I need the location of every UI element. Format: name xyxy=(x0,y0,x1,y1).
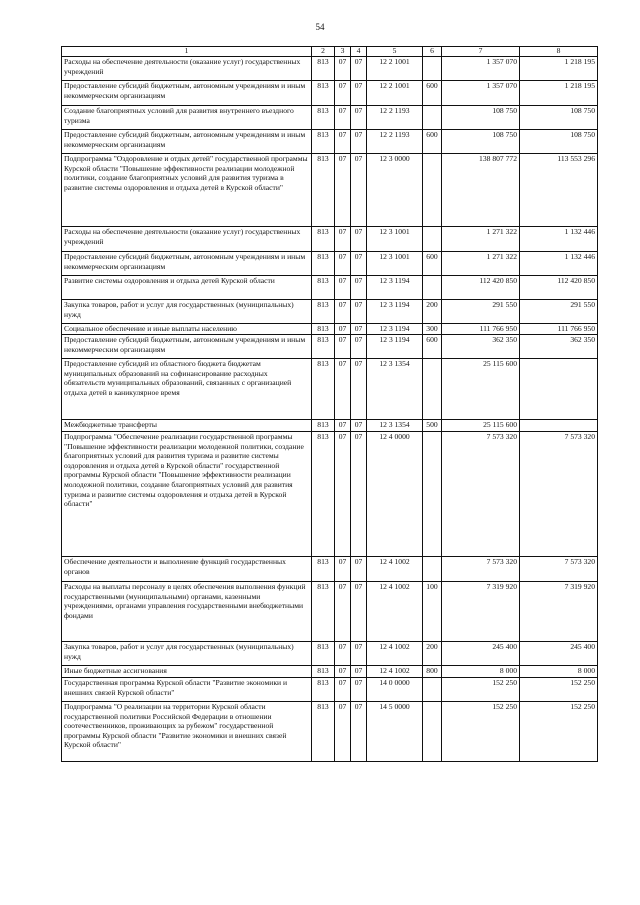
row-amount-2: 1 132 446 xyxy=(520,227,598,252)
row-description: Предоставление субсидий из областного бюджета бюджетам муниципальных образований на софинансирование расходных обязательств муниципальных образований, связанных с организацией отдыха детей в каникулярное время xyxy=(62,359,312,420)
row-target-article: 12 2 1193 xyxy=(367,130,423,154)
row-target-article: 12 3 1194 xyxy=(367,276,423,300)
row-target-article: 12 4 1002 xyxy=(367,666,423,678)
table-row xyxy=(62,324,598,335)
row-amount-2: 291 550 xyxy=(520,300,598,324)
row-expense-type: 600 xyxy=(423,81,442,106)
row-ministry-code: 813 xyxy=(312,106,335,130)
row-expense-type xyxy=(423,359,442,420)
row-ministry-code: 813 xyxy=(312,582,335,642)
row-amount-1: 291 550 xyxy=(442,300,520,324)
row-description: Предоставление субсидий бюджетным, автономным учреждениям и иным некоммерческим организациям xyxy=(62,130,312,154)
row-subsection-code: 07 xyxy=(351,678,367,702)
row-amount-2: 1 218 195 xyxy=(520,81,598,106)
table-row xyxy=(62,57,598,81)
row-description: Предоставление субсидий бюджетным, автономным учреждениям и иным некоммерческим организациям xyxy=(62,81,312,106)
row-section-code: 07 xyxy=(335,154,351,227)
column-header: 5 xyxy=(367,47,423,57)
column-header: 3 xyxy=(335,47,351,57)
row-amount-1: 25 115 600 xyxy=(442,359,520,420)
budget-table xyxy=(61,46,598,762)
row-section-code: 07 xyxy=(335,642,351,666)
table-header-row xyxy=(62,47,598,57)
column-header: 6 xyxy=(423,47,442,57)
table-row xyxy=(62,130,598,154)
row-section-code: 07 xyxy=(335,335,351,359)
row-amount-2: 7 573 320 xyxy=(520,432,598,557)
row-amount-1: 108 750 xyxy=(442,106,520,130)
row-target-article: 12 4 1002 xyxy=(367,642,423,666)
row-amount-2 xyxy=(520,359,598,420)
row-amount-1: 138 807 772 xyxy=(442,154,520,227)
row-target-article: 12 4 1002 xyxy=(367,582,423,642)
row-section-code: 07 xyxy=(335,666,351,678)
row-ministry-code: 813 xyxy=(312,81,335,106)
row-section-code: 07 xyxy=(335,252,351,276)
row-expense-type xyxy=(423,678,442,702)
table-row xyxy=(62,81,598,106)
row-description: Предоставление субсидий бюджетным, автономным учреждениям и иным некоммерческим организациям xyxy=(62,335,312,359)
row-description: Создание благоприятных условий для развития внутреннего въездного туризма xyxy=(62,106,312,130)
row-target-article: 12 3 1194 xyxy=(367,324,423,335)
row-expense-type xyxy=(423,276,442,300)
row-target-article: 12 3 1354 xyxy=(367,359,423,420)
row-description: Социальное обеспечение и иные выплаты населению xyxy=(62,324,312,335)
table-row xyxy=(62,154,598,227)
row-section-code: 07 xyxy=(335,106,351,130)
row-description: Закупка товаров, работ и услуг для государственных (муниципальных) нужд xyxy=(62,642,312,666)
row-amount-1: 8 000 xyxy=(442,666,520,678)
row-target-article: 12 3 1354 xyxy=(367,420,423,432)
row-expense-type: 600 xyxy=(423,252,442,276)
row-amount-1: 7 573 320 xyxy=(442,432,520,557)
page-number: 54 xyxy=(315,22,325,32)
row-ministry-code: 813 xyxy=(312,666,335,678)
row-expense-type: 800 xyxy=(423,666,442,678)
row-amount-2: 7 319 920 xyxy=(520,582,598,642)
row-subsection-code: 07 xyxy=(351,276,367,300)
row-subsection-code: 07 xyxy=(351,432,367,557)
row-target-article: 12 4 0000 xyxy=(367,432,423,557)
row-amount-2: 7 573 320 xyxy=(520,557,598,582)
row-amount-1: 1 271 322 xyxy=(442,252,520,276)
row-ministry-code: 813 xyxy=(312,432,335,557)
row-ministry-code: 813 xyxy=(312,130,335,154)
row-expense-type xyxy=(423,106,442,130)
row-subsection-code: 07 xyxy=(351,702,367,762)
row-subsection-code: 07 xyxy=(351,252,367,276)
row-expense-type: 500 xyxy=(423,420,442,432)
row-subsection-code: 07 xyxy=(351,227,367,252)
row-description: Подпрограмма "О реализации на территории Курской области государственной политики Российской Федерации в отношении соотечественников, проживающих за рубежом" государственной программы Курской области "Развитие экономики и внешних связей Курской области" xyxy=(62,702,312,762)
row-amount-2: 113 553 296 xyxy=(520,154,598,227)
row-section-code: 07 xyxy=(335,81,351,106)
table-row xyxy=(62,300,598,324)
row-ministry-code: 813 xyxy=(312,702,335,762)
column-header: 2 xyxy=(312,47,335,57)
row-target-article: 14 5 0000 xyxy=(367,702,423,762)
row-ministry-code: 813 xyxy=(312,324,335,335)
row-target-article: 12 2 1001 xyxy=(367,81,423,106)
row-description: Государственная программа Курской области "Развитие экономики и внешних связей Курской области" xyxy=(62,678,312,702)
row-target-article: 12 3 1001 xyxy=(367,227,423,252)
row-subsection-code: 07 xyxy=(351,57,367,81)
row-amount-2 xyxy=(520,420,598,432)
row-subsection-code: 07 xyxy=(351,130,367,154)
column-header: 7 xyxy=(442,47,520,57)
row-amount-1: 25 115 600 xyxy=(442,420,520,432)
row-section-code: 07 xyxy=(335,359,351,420)
row-amount-2: 245 400 xyxy=(520,642,598,666)
row-expense-type xyxy=(423,154,442,227)
row-ministry-code: 813 xyxy=(312,252,335,276)
row-target-article: 14 0 0000 xyxy=(367,678,423,702)
table-row xyxy=(62,359,598,420)
row-amount-1: 7 573 320 xyxy=(442,557,520,582)
row-expense-type: 200 xyxy=(423,300,442,324)
row-expense-type: 200 xyxy=(423,642,442,666)
row-target-article: 12 3 1194 xyxy=(367,335,423,359)
row-amount-1: 1 357 070 xyxy=(442,81,520,106)
row-target-article: 12 2 1001 xyxy=(367,57,423,81)
row-amount-2: 152 250 xyxy=(520,702,598,762)
row-amount-1: 108 750 xyxy=(442,130,520,154)
row-amount-2: 8 000 xyxy=(520,666,598,678)
row-description: Обеспечение деятельности и выполнение функций государственных органов xyxy=(62,557,312,582)
row-expense-type xyxy=(423,432,442,557)
row-amount-2: 108 750 xyxy=(520,106,598,130)
row-section-code: 07 xyxy=(335,130,351,154)
row-subsection-code: 07 xyxy=(351,324,367,335)
row-section-code: 07 xyxy=(335,227,351,252)
row-amount-1: 1 271 322 xyxy=(442,227,520,252)
row-amount-2: 1 132 446 xyxy=(520,252,598,276)
row-ministry-code: 813 xyxy=(312,420,335,432)
row-amount-2: 108 750 xyxy=(520,130,598,154)
row-amount-2: 362 350 xyxy=(520,335,598,359)
row-section-code: 07 xyxy=(335,324,351,335)
row-subsection-code: 07 xyxy=(351,359,367,420)
row-amount-2: 112 420 850 xyxy=(520,276,598,300)
row-expense-type xyxy=(423,227,442,252)
row-subsection-code: 07 xyxy=(351,642,367,666)
row-subsection-code: 07 xyxy=(351,300,367,324)
row-section-code: 07 xyxy=(335,678,351,702)
table-row xyxy=(62,420,598,432)
row-ministry-code: 813 xyxy=(312,557,335,582)
row-amount-1: 1 357 070 xyxy=(442,57,520,81)
row-target-article: 12 4 1002 xyxy=(367,557,423,582)
row-amount-2: 1 218 195 xyxy=(520,57,598,81)
row-section-code: 07 xyxy=(335,702,351,762)
row-target-article: 12 3 0000 xyxy=(367,154,423,227)
row-description: Расходы на обеспечение деятельности (оказание услуг) государственных учреждений xyxy=(62,227,312,252)
row-ministry-code: 813 xyxy=(312,678,335,702)
table-row xyxy=(62,666,598,678)
table-row xyxy=(62,702,598,762)
row-expense-type: 600 xyxy=(423,130,442,154)
table-row xyxy=(62,227,598,252)
row-description: Иные бюджетные ассигнования xyxy=(62,666,312,678)
row-subsection-code: 07 xyxy=(351,582,367,642)
row-ministry-code: 813 xyxy=(312,227,335,252)
row-expense-type: 300 xyxy=(423,324,442,335)
row-ministry-code: 813 xyxy=(312,642,335,666)
row-amount-1: 7 319 920 xyxy=(442,582,520,642)
table-row xyxy=(62,276,598,300)
row-description: Подпрограмма "Оздоровление и отдых детей" государственной программы Курской области "Повышение эффективности реализации молодежной политики, создание благоприятных условий для развития туризма в развитие системы оздоровления и отдыха детей в Курской области" xyxy=(62,154,312,227)
table-row xyxy=(62,557,598,582)
row-ministry-code: 813 xyxy=(312,276,335,300)
row-description: Межбюджетные трансферты xyxy=(62,420,312,432)
row-section-code: 07 xyxy=(335,432,351,557)
row-section-code: 07 xyxy=(335,57,351,81)
row-target-article: 12 2 1193 xyxy=(367,106,423,130)
row-description: Подпрограмма "Обеспечение реализации государственной программы "Повышение эффективности реализации молодежной политики, создание благоприятных условий для развития туризма и развитие системы оздоровления и отдыха детей в Курской области" государственной программы Курской области "Повышение эффективности реализации молодежной политики, создание благоприятных условий для развития туризма и развитие системы оздоровления и отдыха детей в Курской области" xyxy=(62,432,312,557)
row-expense-type xyxy=(423,57,442,81)
row-description: Расходы на выплаты персоналу в целях обеспечения выполнения функций государственными (муниципальными) органами, казенными учреждениями, органами управления государственными внебюджетными фондами xyxy=(62,582,312,642)
column-header: 1 xyxy=(62,47,312,57)
row-target-article: 12 3 1194 xyxy=(367,300,423,324)
row-expense-type: 100 xyxy=(423,582,442,642)
row-description: Развитие системы оздоровления и отдыха детей Курской области xyxy=(62,276,312,300)
column-header: 4 xyxy=(351,47,367,57)
row-amount-1: 245 400 xyxy=(442,642,520,666)
row-description: Расходы на обеспечение деятельности (оказание услуг) государственных учреждений xyxy=(62,57,312,81)
row-section-code: 07 xyxy=(335,557,351,582)
row-amount-1: 111 766 950 xyxy=(442,324,520,335)
row-subsection-code: 07 xyxy=(351,335,367,359)
row-subsection-code: 07 xyxy=(351,666,367,678)
row-subsection-code: 07 xyxy=(351,420,367,432)
row-amount-2: 111 766 950 xyxy=(520,324,598,335)
table-row xyxy=(62,432,598,557)
row-ministry-code: 813 xyxy=(312,154,335,227)
row-amount-1: 362 350 xyxy=(442,335,520,359)
row-expense-type xyxy=(423,702,442,762)
table-row xyxy=(62,252,598,276)
row-subsection-code: 07 xyxy=(351,106,367,130)
table-row xyxy=(62,582,598,642)
row-amount-1: 152 250 xyxy=(442,678,520,702)
row-expense-type xyxy=(423,557,442,582)
table-row xyxy=(62,678,598,702)
column-header: 8 xyxy=(520,47,598,57)
row-amount-2: 152 250 xyxy=(520,678,598,702)
row-target-article: 12 3 1001 xyxy=(367,252,423,276)
row-expense-type: 600 xyxy=(423,335,442,359)
row-section-code: 07 xyxy=(335,420,351,432)
row-subsection-code: 07 xyxy=(351,154,367,227)
row-description: Закупка товаров, работ и услуг для государственных (муниципальных) нужд xyxy=(62,300,312,324)
row-ministry-code: 813 xyxy=(312,335,335,359)
row-ministry-code: 813 xyxy=(312,359,335,420)
table-row xyxy=(62,106,598,130)
table-row xyxy=(62,642,598,666)
row-section-code: 07 xyxy=(335,276,351,300)
row-description: Предоставление субсидий бюджетным, автономным учреждениям и иным некоммерческим организациям xyxy=(62,252,312,276)
row-ministry-code: 813 xyxy=(312,300,335,324)
row-ministry-code: 813 xyxy=(312,57,335,81)
row-section-code: 07 xyxy=(335,300,351,324)
row-section-code: 07 xyxy=(335,582,351,642)
table-row xyxy=(62,335,598,359)
row-amount-1: 112 420 850 xyxy=(442,276,520,300)
row-amount-1: 152 250 xyxy=(442,702,520,762)
row-subsection-code: 07 xyxy=(351,81,367,106)
row-subsection-code: 07 xyxy=(351,557,367,582)
